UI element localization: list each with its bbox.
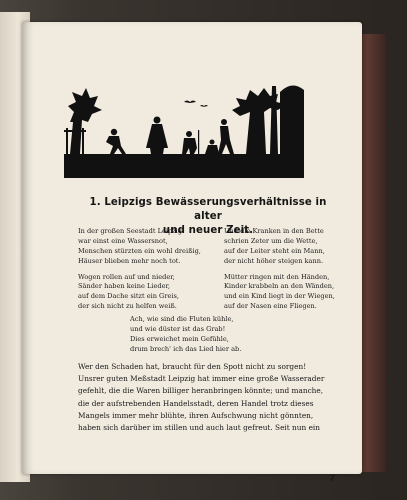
refrain-line: Ach, wie sind die Fluten kühle,: [130, 315, 234, 323]
poem-left-column: [78, 227, 201, 312]
poem-right-column: [224, 227, 335, 312]
chapter-title-line-2: und neuer Zeit.: [162, 225, 254, 236]
poem-line: auf der Nasen eine Fliegen.: [224, 302, 317, 311]
poem-line: war einst eine Wassersnot,: [78, 236, 168, 245]
refrain-line: und wie düster ist das Grab!: [130, 324, 226, 333]
poem-refrain: [130, 315, 241, 355]
poem-line: auf der Leiter steht ein Mann,: [224, 246, 325, 255]
poem-line: In der großen Seestadt Leipzig: [78, 227, 182, 235]
silhouette-illustration: [64, 82, 304, 178]
prose-line: haben sich darüber im stillen und auch laut gefreut. Seit nun ein: [78, 422, 320, 432]
poem-line: Mütter ringen mit den Händen,: [224, 272, 330, 281]
chapter-title-line-1: 1. Leipzigs Bewässerungsverhältnisse in alter: [89, 197, 327, 222]
poem-line: Kinder krabbeln an den Wänden,: [224, 282, 335, 291]
prose-line: Unsrer guten Meßstadt Leipzig hat immer eine große Wasserader: [78, 374, 325, 384]
prose-line: die der aufstrebenden Handelsstadt, deren Handel trotz dieses: [78, 398, 314, 408]
poem-line: schrien Zeter um die Wette,: [224, 236, 318, 245]
page-number: 7: [329, 474, 336, 484]
book-page: [22, 22, 362, 484]
refrain-line: drum brech' ich das Lied hier ab.: [130, 344, 242, 353]
poem-line: der nicht höher steigen kann.: [224, 256, 324, 265]
prose-paragraph: [78, 361, 336, 434]
poem-line: Häuser blieben mehr noch tot.: [78, 256, 181, 265]
refrain-line: Dies erweichet mein Gefühle,: [130, 334, 229, 343]
poem-line: Sänder haben keine Lieder,: [78, 282, 170, 291]
poem-line: Wogen rollen auf und nieder,: [78, 272, 175, 281]
poem-line: auf dem Dache sitzt ein Greis,: [78, 292, 179, 301]
prose-line: Wer den Schaden hat, braucht für den Spott nicht zu sorgen!: [78, 362, 307, 371]
poem-line: Und die Kranken in den Bette: [224, 227, 324, 235]
poem-line: Menschen stürzten ein wohl dreißig,: [78, 246, 201, 255]
poem-line: der sich nicht zu helfen weiß.: [78, 302, 177, 311]
prose-line: gefehlt, die die Waren billiger heranbringen könnte; und manche,: [78, 386, 324, 396]
poem-line: und ein Kind liegt in der Wiegen,: [224, 292, 335, 301]
prose-line: Mangels immer mehr blühte, ihren Aufschwung nicht gönnten,: [78, 410, 314, 420]
